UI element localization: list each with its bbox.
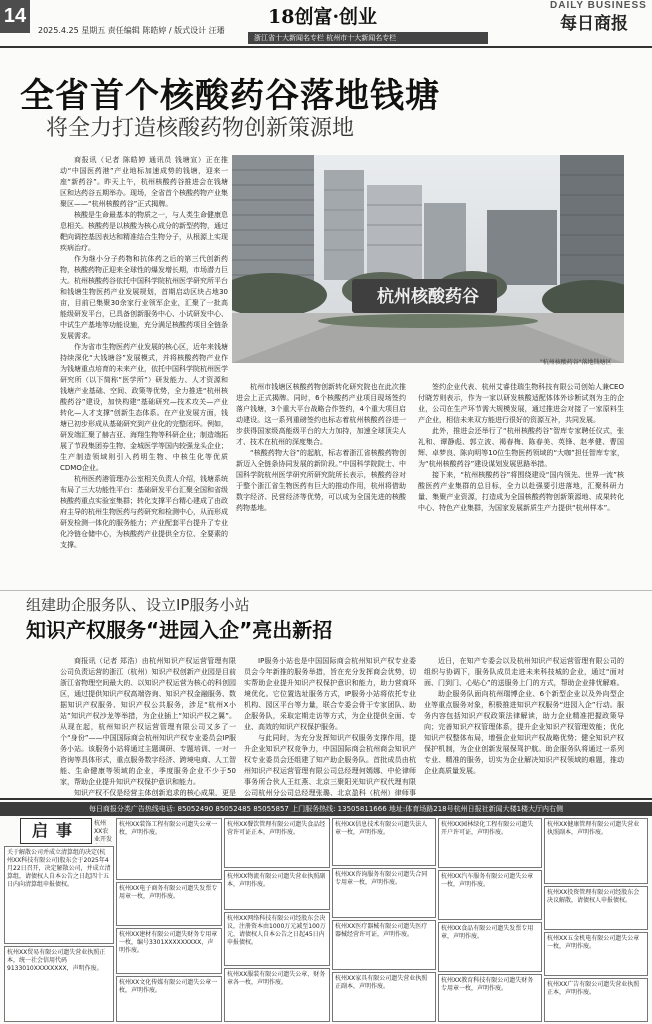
masthead-english: DAILY BUSINESS <box>550 0 647 11</box>
article1-subheadline: 将全力打造核酸药物创新策源地 <box>46 116 355 141</box>
classifieds-rule <box>0 798 652 800</box>
paragraph: 接下来，“杭州核酸药谷”将围绕建设“国内领先、世界一流”核酸医药产业集群的总目标，全力以赴强要引进落地，汇聚科研力量、集聚产业资源，打造成为全国核酸药物创新策源地、成果转化中心、特色产业集群，为国家发展新质生产力提供“杭州样本”。 <box>418 471 624 512</box>
paragraph: 商报讯（记者 陈皓婷 通讯员 钱塘宣）正在推动“中国医药港”产业地标加速成势的钱塘，迎来一座“新药谷”。昨天上午，杭州核酸药谷推进会在钱塘区和达药谷五期举办。现场，全省首个核酸药物产业集聚区——“杭州核酸药谷”正式揭牌。 <box>60 156 228 208</box>
classified-ad: 杭州XX装饰工程有限公司遗失公章一枚，声明作废。 <box>116 818 222 880</box>
article1-column-2 <box>236 382 406 582</box>
classified-ad: 杭州XX汽车服务有限公司遗失公章一枚，声明作废。 <box>438 870 542 920</box>
paragraph: 知识产权不仅是经营主体创新追求的核心成果，更是 <box>74 789 236 796</box>
paragraph: 核酸是生命最基本的物质之一，与人类生命健康息息相关。核酸药是以核酸为核心成分的新型药物，通过靶向调控基因表达和精准结合生物分子，从根源上实现疾病治疗。 <box>60 211 228 252</box>
article-divider <box>0 590 652 591</box>
article2-kicker: 组建助企服务队、设立IP服务小站 <box>26 596 250 614</box>
classified-ad: 杭州XX食品有限公司遗失发票专用章，声明作废。 <box>438 922 542 972</box>
classified-ad: 杭州XX建材有限公司遗失财务专用章一枚，编号3301XXXXXXXXX，声明作废。 <box>116 928 222 974</box>
article2-headline: 知识产权服务“进园入企”亮出新招 <box>26 618 333 642</box>
paragraph: 商报讯（记者 郑浩）由杭州知识产权运营管理有限公司负责运营的浙江（杭州）知识产权创新产业园是目前浙江省物理空间最大的、以知识产权运营为核心的科创园区，通过提供知识产权高端咨询、知识产权金融服务、数据知识产权服务、知识产权公共服务，涉足“杭州X小站”知识产权沙龙等举措，为企业插上“知识产权之翼”。从现在起，杭州知识产权运营管理有限公司又多了一个“身份”——中国国际商会杭州知识产权专业委员会IP服务小站。该服务小站将通过主题调研、专题培训、一对一咨询等具体形式，重点服务数字经济、跨境电商、人工智能、生命健康等领域的企业，季度服务企业不少于50家，帮助企业提升知识产权保护意识和能力。 <box>60 657 236 786</box>
classified-ad: 杭州XX服装有限公司遗失公章、财务章各一枚，声明作废。 <box>224 968 330 1022</box>
paragraph: 作为省市生物医药产业发展的核心区，近年来钱塘持续深化“大钱塘谷”发展模式，并将核酸药物产业作为钱塘重点培育的未来产业，依托中国科学院杭州医学研究所（以下简称“医学所”）研发能力、人才资源和钱塘产业基础、空间、政策等优势，全力推进“杭州核酸药谷”建设，加快构建“基础研究—技术攻关—产业转化—人才支撑”创新生态体系。在产业发展方面，钱塘已初步形成从基础研究到产业化的完整闭环。例如，研发端汇聚了赫吉亚、海翔生物等科研企业；制造端拓展了节段集团券生物、金城医学等国内较强龙头企业；生产制造领域则引入药明生物、中核生化等优质CDMO企业。 <box>60 343 228 472</box>
classified-ad: 杭州XX贸易有限公司遗失营业执照正本，统一社会信用代码9133010XXXXXXXX，声明作废。 <box>4 946 114 1022</box>
paragraph: 此外，推进会还举行了“杭州核酸药谷”智库专家聘任仪式，张礼和、谭静彪、郭立波、褐春梅、陈春美、英锋、赵孝健、曹国辉、卓梦良、陈向明等10位生物医药领域的“大咖”担任智库专家，为“杭州核酸药谷”建设谋划发展思路举措。 <box>418 427 624 468</box>
classified-ad: 杭州XX教育科技有限公司遗失财务专用章一枚，声明作废。 <box>438 974 542 1022</box>
paragraph: “核酸药物大谷”的起航，标志着浙江省核酸药物创新迈入全链条协同发展的新阶段。”中国科学院院士、中国科学院杭州医学研究所研究院所长表示，核酸药谷对于整个浙江省生物医药有巨大的推动作用，杭州将借助数字经济、民营经济等优势，可以成为全国先进的核酸药物基地。 <box>236 449 406 512</box>
classified-ad: 杭州XX医疗器械有限公司遗失医疗器械经营许可证，声明作废。 <box>332 920 436 970</box>
classified-ad: 杭州XX广告有限公司遗失营业执照正本，声明作废。 <box>544 978 648 1022</box>
classified-ad: 杭州XX农业开发 <box>94 820 113 843</box>
header-rule <box>0 46 652 48</box>
article1-headline: 全省首个核酸药谷落地钱塘 <box>20 76 440 116</box>
classified-ad: 杭州XX信息技术有限公司遗失法人章一枚，声明作废。 <box>332 818 436 866</box>
classified-ad: 杭州XX电子商务有限公司遗失发票专用章一枚，声明作废。 <box>116 882 222 926</box>
classified-ad: 杭州XX五金机电有限公司遗失公章一枚，声明作废。 <box>544 932 648 976</box>
photo-caption: "杭州核酸药谷"落地钱塘区 <box>540 359 612 366</box>
paragraph: IP服务小站也是中国国际商会杭州知识产权专业委员会今年新推的服务举措，旨在充分发挥商会优势，切实帮助企业提升知识产权保护意识和能力，助力营商环境优化。它位置选址服务方式，IP服务小站将依托专业机构、园区平台等力量，联合专委会骨干专家团队、助企服务队，采取定期走访等方式，为企业提供全面、专业、高效的知识产权保护服务。 <box>244 657 416 731</box>
paragraph: 签约企业代表、杭州艾睿佳瑞生物科技有限公司创始人兼CEO付晓芳则表示，作为一家以研发核酸适配体体外诊断试剂为主的企业，公司在生产环节需大规模发展，通过推进会对接了一家原料生产企业，相信未来双方能进行很好的资源互补，共同发展。 <box>418 383 624 424</box>
section-title: 18创富·创业 <box>268 6 378 28</box>
classified-ad: 杭州XX物流有限公司遗失营业执照副本，声明作废。 <box>224 870 330 910</box>
article2-column-2 <box>244 656 416 796</box>
paragraph: 作为继小分子药物和抗体药之后的第三代创新药物，核酸药物正迎来全球性的爆发增长期，市场潜力巨大。杭州核酸药谷依托中国科学院杭州医学研究所平台和钱塘生物医药产业发展规划，首期启动区块占地30亩，目前已集聚30余家行业领军企业，汇聚了一批高能级研发平台，已具备创新服务中心、小试研发中心、中试生产基地等功能设施，充分满足核酸药项目全链条发展需求。 <box>60 255 228 340</box>
masthead-chinese: 每日商报 <box>560 14 628 34</box>
paragraph: 杭州市钱塘区核酸药物创新转化研究院也在此次推进会上正式揭牌。同时，6个核酸药产业项目现场签约落户钱塘，3个重大平台战略合作签约，4个重大项目启动建设。这一系列重磅签约也标志着杭州核酸药谷进一步获得国家级高能级平台的大力加持，加速全球顶尖人才、技术在杭州的深度集合。 <box>236 383 406 446</box>
page-number: 14 <box>0 0 30 33</box>
classified-ad: 杭州XX园林绿化工程有限公司遗失开户许可证，声明作废。 <box>438 818 542 868</box>
notice-label: 启事 <box>20 818 92 844</box>
classified-ad: 杭州XX文化传媒有限公司遗失公章一枚，声明作废。 <box>116 976 222 1022</box>
section-tag: 浙江省十大新闻名专栏 杭州市十大新闻名专栏 <box>254 34 397 42</box>
article1-column-1 <box>60 155 228 585</box>
paragraph: 杭州医药港管理办公室相关负责人介绍，钱塘系统布局了三大功能性平台：基础研发平台汇聚全国和省级核酸药重点实验室集群；转化支撑平台精心建成了由政府主导的杭州生物医药与药研究和检测中心，从而形成研发检测一体化的服务能力；产业配套平台提升了专业化冷链仓储中心，为核酸药产业提供全方位、全要素的支撑。 <box>60 475 228 549</box>
article1-column-3 <box>418 382 624 582</box>
paragraph: 助企服务队面向杭州瑞博企业、6个新型企业以及外向型企业等重点服务对象，积极推进知识产权服务“进园入企”行动。服务内容包括知识产权政策法律解读，助力企业精准把握政策导向；完善知识产权管理体系，提升企业知识产权管理效能；优化知识产权整体布局，增强企业知识产权战略优势；健全知识产权保护机制，为企业创新发展保驾护航。助企服务队将通过一系列专业、精准的服务，切实为企业解决知识产权领域的难题，推动企业高质量发展。 <box>424 690 624 775</box>
paragraph: 与此同时，为充分发挥知识产权服务支撑作用，提升企业知识产权竞争力，中国国际商会杭州商会知识产权专业委员会还组建了知产助企服务队。首批成员由杭州知识产权运营管理有限公司总经理何嫣娜、中伦律师事务所合伙人王红燕、北京三聚阳光知识产权代理有限公司杭州分公司总经理张璐、北京盈科（杭州）律师事 <box>244 734 416 796</box>
classified-ad: 杭州XX健康管理有限公司遗失营业执照副本，声明作废。 <box>544 818 648 884</box>
classified-ad: 杭州XX餐饮管理有限公司遗失食品经营许可证正本，声明作废。 <box>224 818 330 868</box>
article1-photo <box>232 155 624 363</box>
classified-ad: 杭州XX投资管理有限公司经股东会决议解散，请债权人申报债权。 <box>544 886 648 930</box>
classifieds-hotline-bar: 每日商报分类广告热线电话: 85052490 85052485 85055857 上门服务热线: 13505811666 地址:体育场路218号杭州日报社新闻大楼1楼大厅内右侧 <box>0 802 652 816</box>
article2-column-3 <box>424 656 624 796</box>
classified-ad: 杭州XX网络科技有限公司经股东会决议，注册资本由1000万元减至100万元，请债权人自本公告之日起45日内申报债权。 <box>224 912 330 966</box>
article2-column-1 <box>60 656 236 796</box>
paragraph: 近日，在知产专委会以及杭州知识产权运营管理有限公司的组织与协调下，服务队成员走进未来科技城的企业，通过“面对面、门到门、心贴心”的送服务上门的方式，帮助企业排忧解难。 <box>424 657 624 687</box>
classified-ad: 关于解散公司并成立清算组的决定(杭州XX科技有限公司)股东会于2025年4月22日召开，决定解散公司，并成立清算组，请债权人自本公告之日起四十五日内向清算组申报债权。 <box>4 846 114 944</box>
classified-ad: 杭州XX咨询服务有限公司遗失合同专用章一枚，声明作废。 <box>332 868 436 918</box>
issue-line: 2025.4.25 星期五 责任编辑 陈皓婷 / 版式设计 汪璠 <box>38 26 225 35</box>
classified-ad: 杭州XX家具有限公司遗失营业执照正副本，声明作废。 <box>332 972 436 1022</box>
photo-sign-text: 杭州核酸药谷 <box>377 287 479 307</box>
